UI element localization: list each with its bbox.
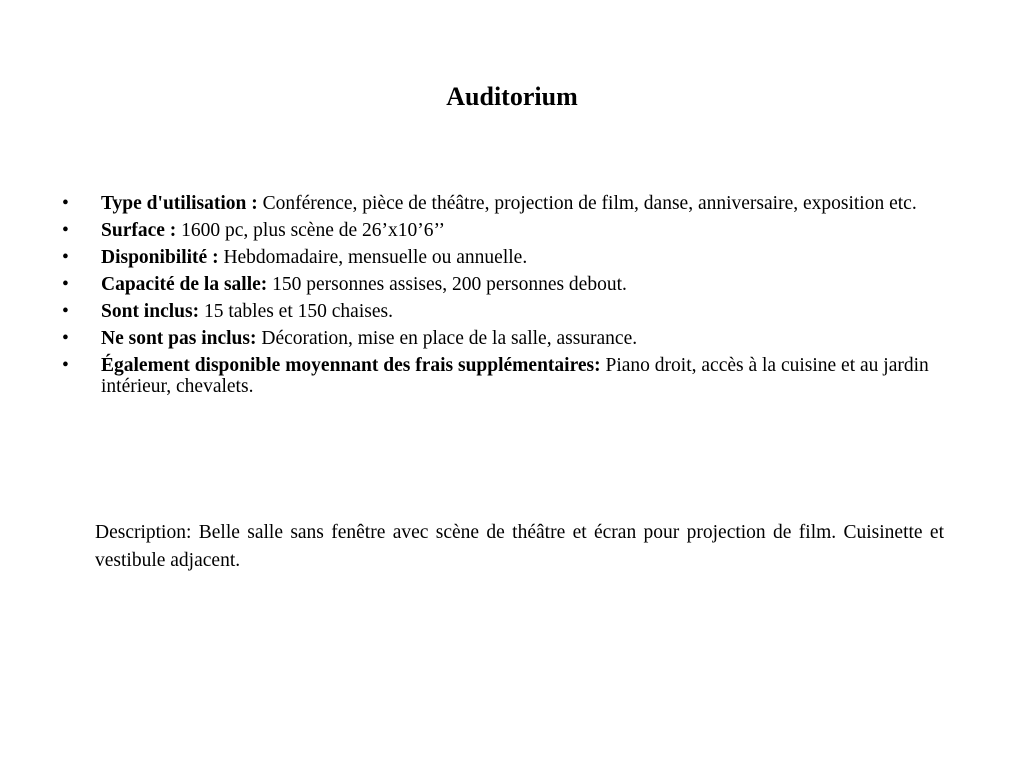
features-list: [62, 193, 942, 403]
item-label: Disponibilité :: [101, 247, 219, 268]
list-item-extra-options: [62, 355, 942, 397]
bullet-icon: •: [62, 220, 69, 241]
item-text: 1600 pc, plus scène de 26’x10’6’’: [176, 220, 446, 241]
item-label: Sont inclus:: [101, 301, 200, 322]
description-paragraph: Description: Belle salle sans fenêtre avec scène de théâtre et écran pour projection de film. Cuisinette et vestibule adjacent.: [95, 522, 944, 571]
list-item-usage-type: [62, 193, 942, 214]
item-text: Piano droit, accès à la cuisine et au jardin intérieur, chevalets.: [101, 355, 929, 397]
bullet-icon: •: [62, 301, 69, 322]
list-item-included: [62, 301, 942, 322]
bullet-icon: •: [62, 247, 69, 268]
bullet-icon: •: [62, 328, 69, 349]
list-item-capacity: [62, 274, 942, 295]
list-item-surface: [62, 220, 942, 241]
item-label: Ne sont pas inclus:: [101, 328, 257, 349]
item-label: Capacité de la salle:: [101, 274, 268, 295]
item-text: Hebdomadaire, mensuelle ou annuelle.: [218, 247, 528, 268]
bullet-icon: •: [62, 274, 69, 295]
list-item-availability: [62, 247, 942, 268]
item-text: 15 tables et 150 chaises.: [199, 301, 393, 322]
item-text: 150 personnes assises, 200 personnes debout.: [267, 274, 627, 295]
item-text: Décoration, mise en place de la salle, assurance.: [256, 328, 638, 349]
bullet-icon: •: [62, 355, 69, 376]
item-text: Conférence, pièce de théâtre, projection de film, danse, anniversaire, exposition etc.: [257, 193, 917, 214]
bullet-icon: •: [62, 193, 69, 214]
page-title: Auditorium: [446, 82, 578, 111]
item-label: Également disponible moyennant des frais supplémentaires:: [101, 355, 601, 376]
item-label: Surface :: [101, 220, 177, 241]
list-item-not-included: [62, 328, 942, 349]
item-label: Type d'utilisation :: [101, 193, 258, 214]
